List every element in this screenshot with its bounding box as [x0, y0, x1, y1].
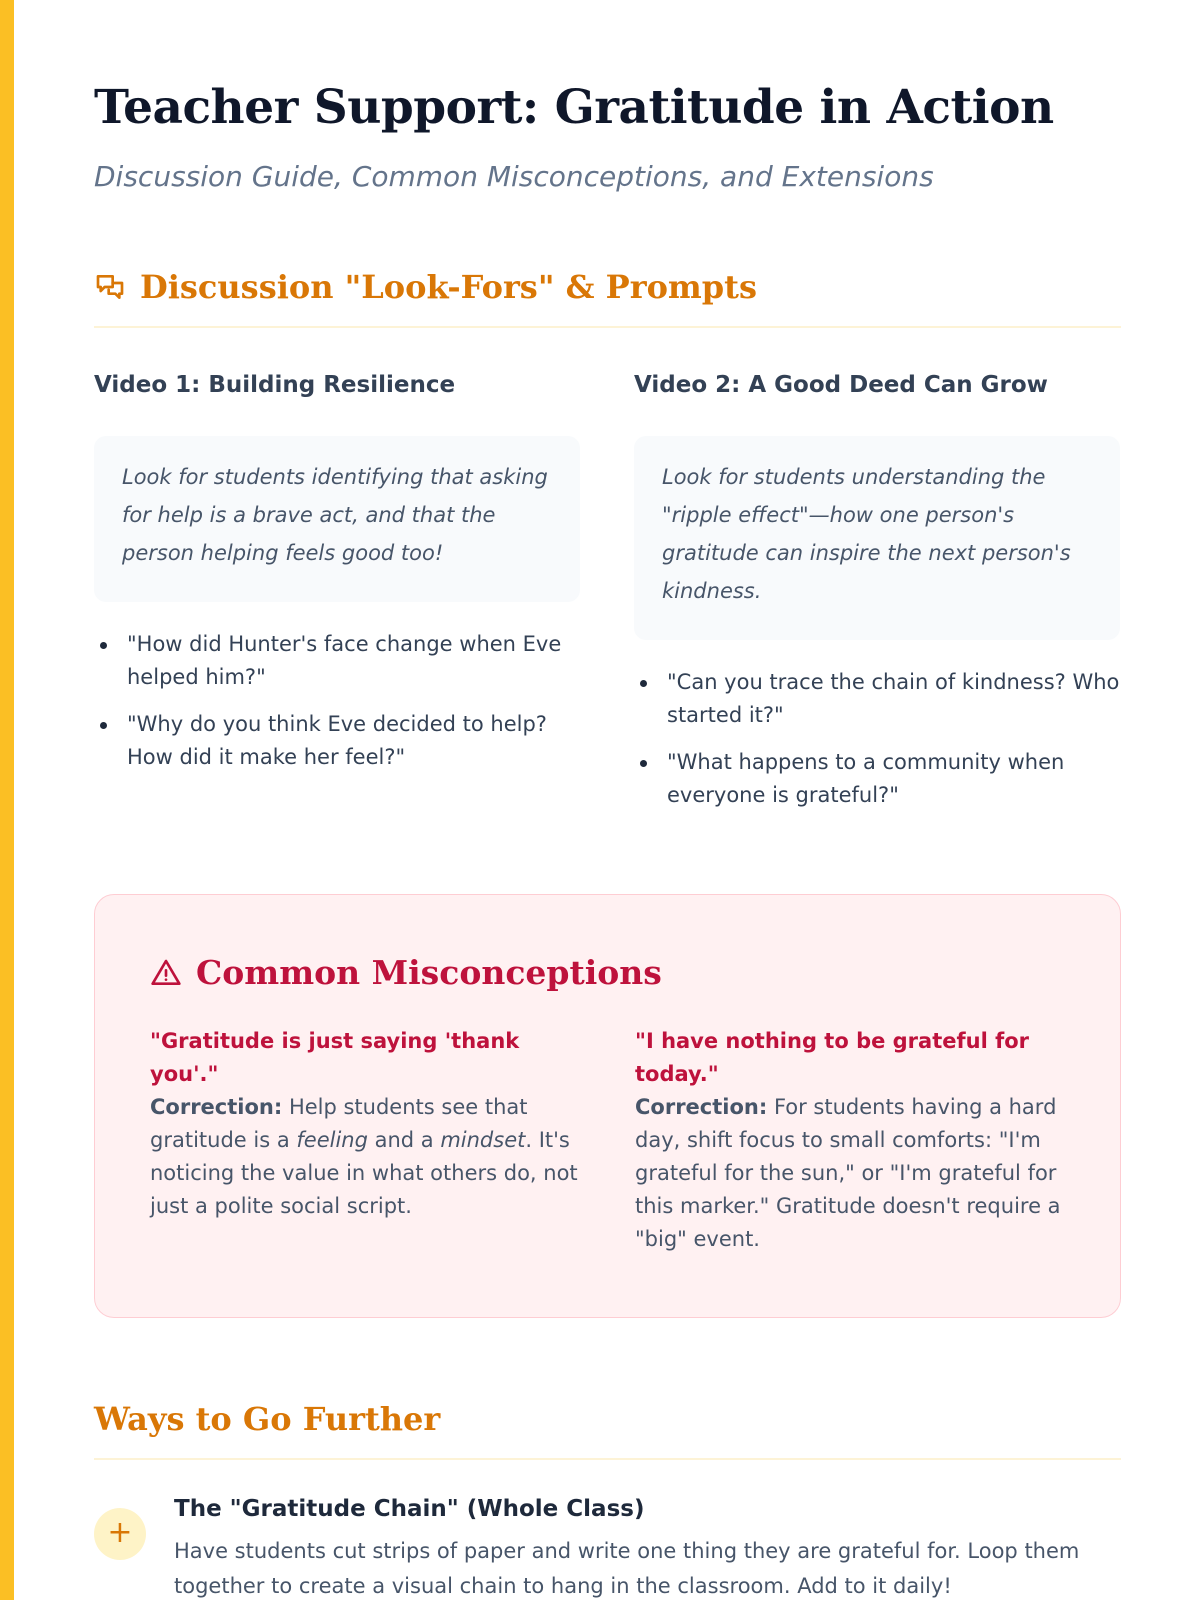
page-title: Teacher Support: Gratitude in Action [94, 80, 1054, 135]
misconception-quote: "I have nothing to be grateful for today." [635, 1029, 1030, 1086]
video-2-prompts [634, 666, 1120, 826]
video-1-title: Video 1: Building Resilience [94, 372, 456, 398]
correction-label: Correction: [635, 1095, 768, 1119]
misconception-item [635, 1025, 1063, 1256]
list-item: "Can you trace the chain of kindness? Who started it?" [634, 666, 1120, 732]
correction-text: and a [367, 1128, 441, 1152]
chat-bubbles-icon [94, 271, 126, 303]
misconception-correction [150, 1091, 578, 1223]
correction-emphasis: feeling [296, 1128, 368, 1152]
extension-title: The "Gratitude Chain" (Whole Class) [174, 1496, 645, 1522]
correction-text: . It's noticing the value in what others do, not just a polite social script. [150, 1128, 578, 1218]
extension-description: Have students cut strips of paper and write one thing they are grateful for. Loop them together to create a visual chain to hang in the classroom. Add to it daily! [174, 1539, 1080, 1598]
video-2-look-for: Look for students understanding the "ripple effect"—how one person's gratitude can inspire the next person's kindness. [634, 436, 1120, 640]
video-1-prompts [94, 628, 580, 788]
list-item: "How did Hunter's face change when Eve helped him?" [94, 628, 580, 694]
video-2-title: Video 2: A Good Deed Can Grow [634, 372, 1048, 398]
discussion-heading-text: Discussion "Look-Fors" & Prompts [140, 268, 757, 306]
misconceptions-heading-text: Common Misconceptions [196, 953, 662, 992]
misconception-item [150, 1025, 578, 1223]
list-item: "What happens to a community when everyone is grateful?" [634, 746, 1120, 812]
misconceptions-box [94, 894, 1121, 1318]
correction-emphasis: mindset [440, 1128, 526, 1152]
further-heading-text: Ways to Go Further [94, 1400, 441, 1438]
correction-text: Help students see that gratitude is a [150, 1095, 528, 1152]
plus-icon: + [94, 1508, 146, 1560]
correction-label: Correction: [150, 1095, 283, 1119]
misconception-correction [635, 1091, 1063, 1256]
list-item: "Why do you think Eve decided to help? How did it make her feel?" [94, 708, 580, 774]
misconception-quote: "Gratitude is just saying 'thank you'." [150, 1029, 520, 1086]
correction-text: For students having a hard day, shift focus to small comforts: "I'm grateful for the sun," or "I'm grateful for this marker." Gratitude doesn't require a "big" event. [635, 1095, 1061, 1251]
left-accent-bar [0, 0, 14, 1600]
warning-triangle-icon [150, 957, 182, 989]
video-1-look-for: Look for students identifying that asking for help is a brave act, and that the person helping feels good too! [94, 436, 580, 602]
discussion-section-heading [94, 268, 1121, 328]
misconceptions-heading [150, 953, 662, 992]
further-section-heading [94, 1400, 1121, 1460]
page-subtitle: Discussion Guide, Common Misconceptions, and Extensions [94, 160, 934, 193]
